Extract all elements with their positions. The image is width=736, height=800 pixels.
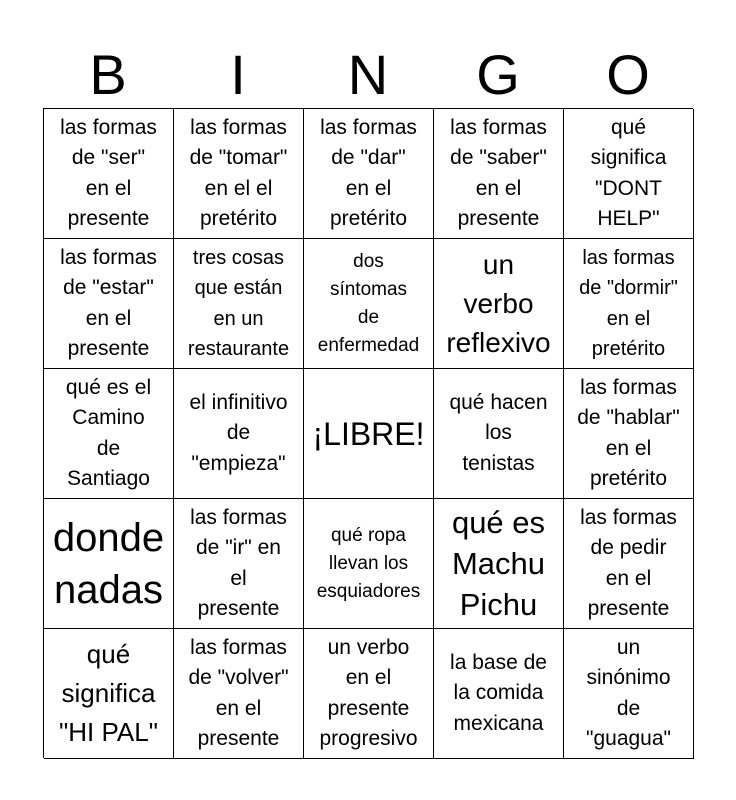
bingo-cell <box>434 499 564 629</box>
bingo-cell <box>44 499 174 629</box>
bingo-cell <box>304 239 434 369</box>
bingo-cell <box>44 369 174 499</box>
cell-text: qué hacen los tenistas <box>449 390 548 475</box>
bingo-cell <box>174 369 304 499</box>
cell-text: qué es Machu Pichu <box>451 505 546 622</box>
cell-text: dos síntomas de enfermedad <box>317 250 420 356</box>
cell-text: las formas de "dormir" en el pretérito <box>579 246 678 360</box>
free-space-label: ¡LIBRE! <box>312 415 425 452</box>
bingo-cell <box>564 499 694 629</box>
cell-text: qué significa "DONT HELP" <box>590 115 667 230</box>
cell-text: un verbo en el presente progresivo <box>319 635 418 750</box>
cell-text: las formas de "estar" en el presente <box>60 245 157 360</box>
bingo-cell <box>304 629 434 759</box>
bingo-cell <box>434 369 564 499</box>
cell-text: un sinónimo de "guagua" <box>586 635 671 750</box>
cell-text: donde nadas <box>52 515 165 612</box>
cell-text: qué ropa llevan los esquiadores <box>316 524 421 602</box>
bingo-cell <box>304 499 434 629</box>
cell-text: un verbo reflexivo <box>446 249 551 358</box>
header-letter-g: G <box>476 43 520 106</box>
bingo-cell <box>564 109 694 239</box>
header-letter-o: O <box>606 43 650 106</box>
cell-text: las formas de "saber" en el presente <box>450 115 547 230</box>
bingo-cell <box>564 239 694 369</box>
cell-text: qué significa "HI PAL" <box>59 639 158 747</box>
cell-text: el infinitivo de "empieza" <box>189 390 288 475</box>
bingo-cell <box>304 109 434 239</box>
cell-text: las formas de "hablar" en el pretérito <box>577 375 680 490</box>
bingo-cell <box>44 239 174 369</box>
header-letter-i: I <box>230 43 246 106</box>
cell-text: la base de la comida mexicana <box>450 650 547 735</box>
bingo-cell <box>434 239 564 369</box>
cell-text: las formas de "ir" en el presente <box>190 505 287 620</box>
bingo-cell <box>564 629 694 759</box>
bingo-cell <box>174 499 304 629</box>
cell-text: las formas de "tomar" en el el pretérito <box>189 115 288 230</box>
cell-text: las formas de "volver" en el presente <box>188 635 289 750</box>
bingo-cell <box>174 629 304 759</box>
header-letter-n: N <box>347 43 389 106</box>
cell-text: qué es el Camino de Santiago <box>65 375 152 490</box>
bingo-cell <box>434 109 564 239</box>
free-space-cell <box>304 369 434 499</box>
cell-text: las formas de "ser" en el presente <box>60 115 157 230</box>
bingo-cell <box>434 629 564 759</box>
cell-text: las formas de pedir en el presente <box>580 505 677 620</box>
header-letter-b: B <box>89 43 127 106</box>
bingo-cell <box>44 629 174 759</box>
cell-text: las formas de "dar" en el pretérito <box>320 115 417 230</box>
bingo-cell <box>174 239 304 369</box>
bingo-header <box>43 44 693 106</box>
bingo-cell <box>174 109 304 239</box>
bingo-card-grid <box>43 108 693 758</box>
bingo-cell <box>44 109 174 239</box>
bingo-cell <box>564 369 694 499</box>
cell-text: tres cosas que están en un restaurante <box>187 246 290 360</box>
